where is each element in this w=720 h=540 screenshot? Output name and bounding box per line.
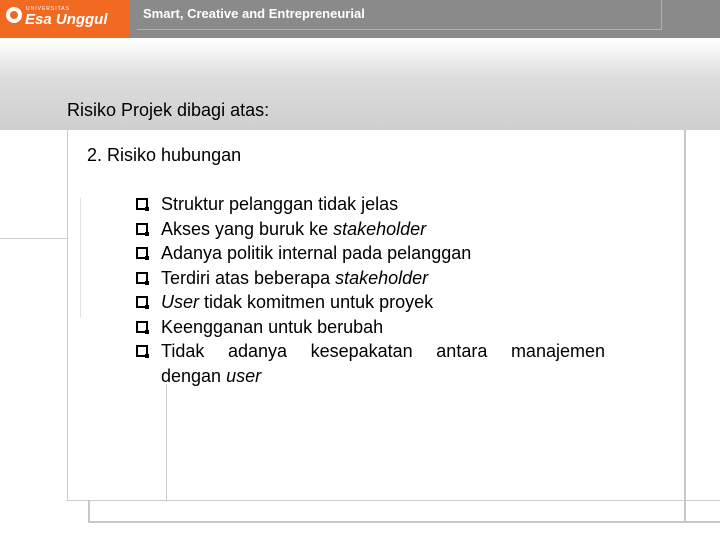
bullet-text-fragment: Akses yang buruk ke [161, 218, 334, 239]
bullet-text-continuation [161, 364, 616, 389]
frame-line [67, 500, 720, 501]
slide-heading: Risiko Projek dibagi atas: [67, 100, 270, 120]
checkbox-bullet-icon [136, 198, 148, 210]
frame-line [684, 130, 686, 522]
bullet-item [136, 241, 616, 266]
frame-line [67, 130, 68, 500]
bullet-text [161, 194, 398, 214]
checkbox-bullet-icon [136, 223, 148, 235]
frame-line [166, 384, 167, 502]
university-emblem-icon [6, 7, 22, 23]
bullet-item [136, 192, 616, 217]
checkbox-bullet-icon [136, 296, 148, 308]
bullet-text [161, 219, 426, 239]
checkbox-bullet-icon [136, 345, 148, 357]
bullet-text-fragment: Adanya politik internal pada pelanggan [161, 243, 472, 263]
frame-line [0, 238, 67, 239]
bullet-text [161, 317, 383, 337]
bullet-item [136, 339, 616, 388]
header-bar [0, 0, 720, 38]
frame-line [88, 521, 720, 523]
bullet-text-fragment: user [226, 365, 262, 386]
bullet-item [136, 217, 616, 242]
bullet-item [136, 290, 616, 315]
frame-line [88, 500, 90, 522]
checkbox-bullet-icon [136, 272, 148, 284]
bullet-text-fragment: Struktur pelanggan tidak jelas [161, 194, 399, 214]
bullet-text-fragment: tidak komitmen untuk proyek [199, 292, 434, 312]
bullet-item [136, 266, 616, 291]
slide-subheading: 2. Risiko hubungan [87, 145, 242, 165]
bullet-text-fragment: stakeholder [335, 267, 429, 288]
bullet-item [136, 315, 616, 340]
bullet-text-fragment: User [161, 292, 200, 312]
bullet-text [161, 243, 471, 263]
logo [0, 0, 130, 38]
bullet-text-fragment: dengan [161, 365, 227, 386]
frame-line [80, 198, 81, 318]
checkbox-bullet-icon [136, 247, 148, 259]
bullet-text-fragment: stakeholder [333, 218, 427, 239]
bullet-text [161, 339, 605, 364]
checkbox-bullet-icon [136, 321, 148, 333]
logo-text: Esa Unggul [25, 11, 108, 28]
bullet-text [161, 292, 433, 312]
bullet-text-fragment: Terdiri atas beberapa [161, 267, 336, 288]
bullet-list [136, 192, 616, 388]
tagline: Smart, Creative and Entrepreneurial [143, 6, 365, 21]
logo-subtext: UNIVERSITAS [26, 6, 70, 12]
bullet-text-fragment: Tidak adanya kesepakatan antara manajemen [161, 341, 605, 361]
bullet-text [161, 268, 428, 288]
bullet-text-fragment: Keengganan untuk berubah [161, 316, 384, 337]
